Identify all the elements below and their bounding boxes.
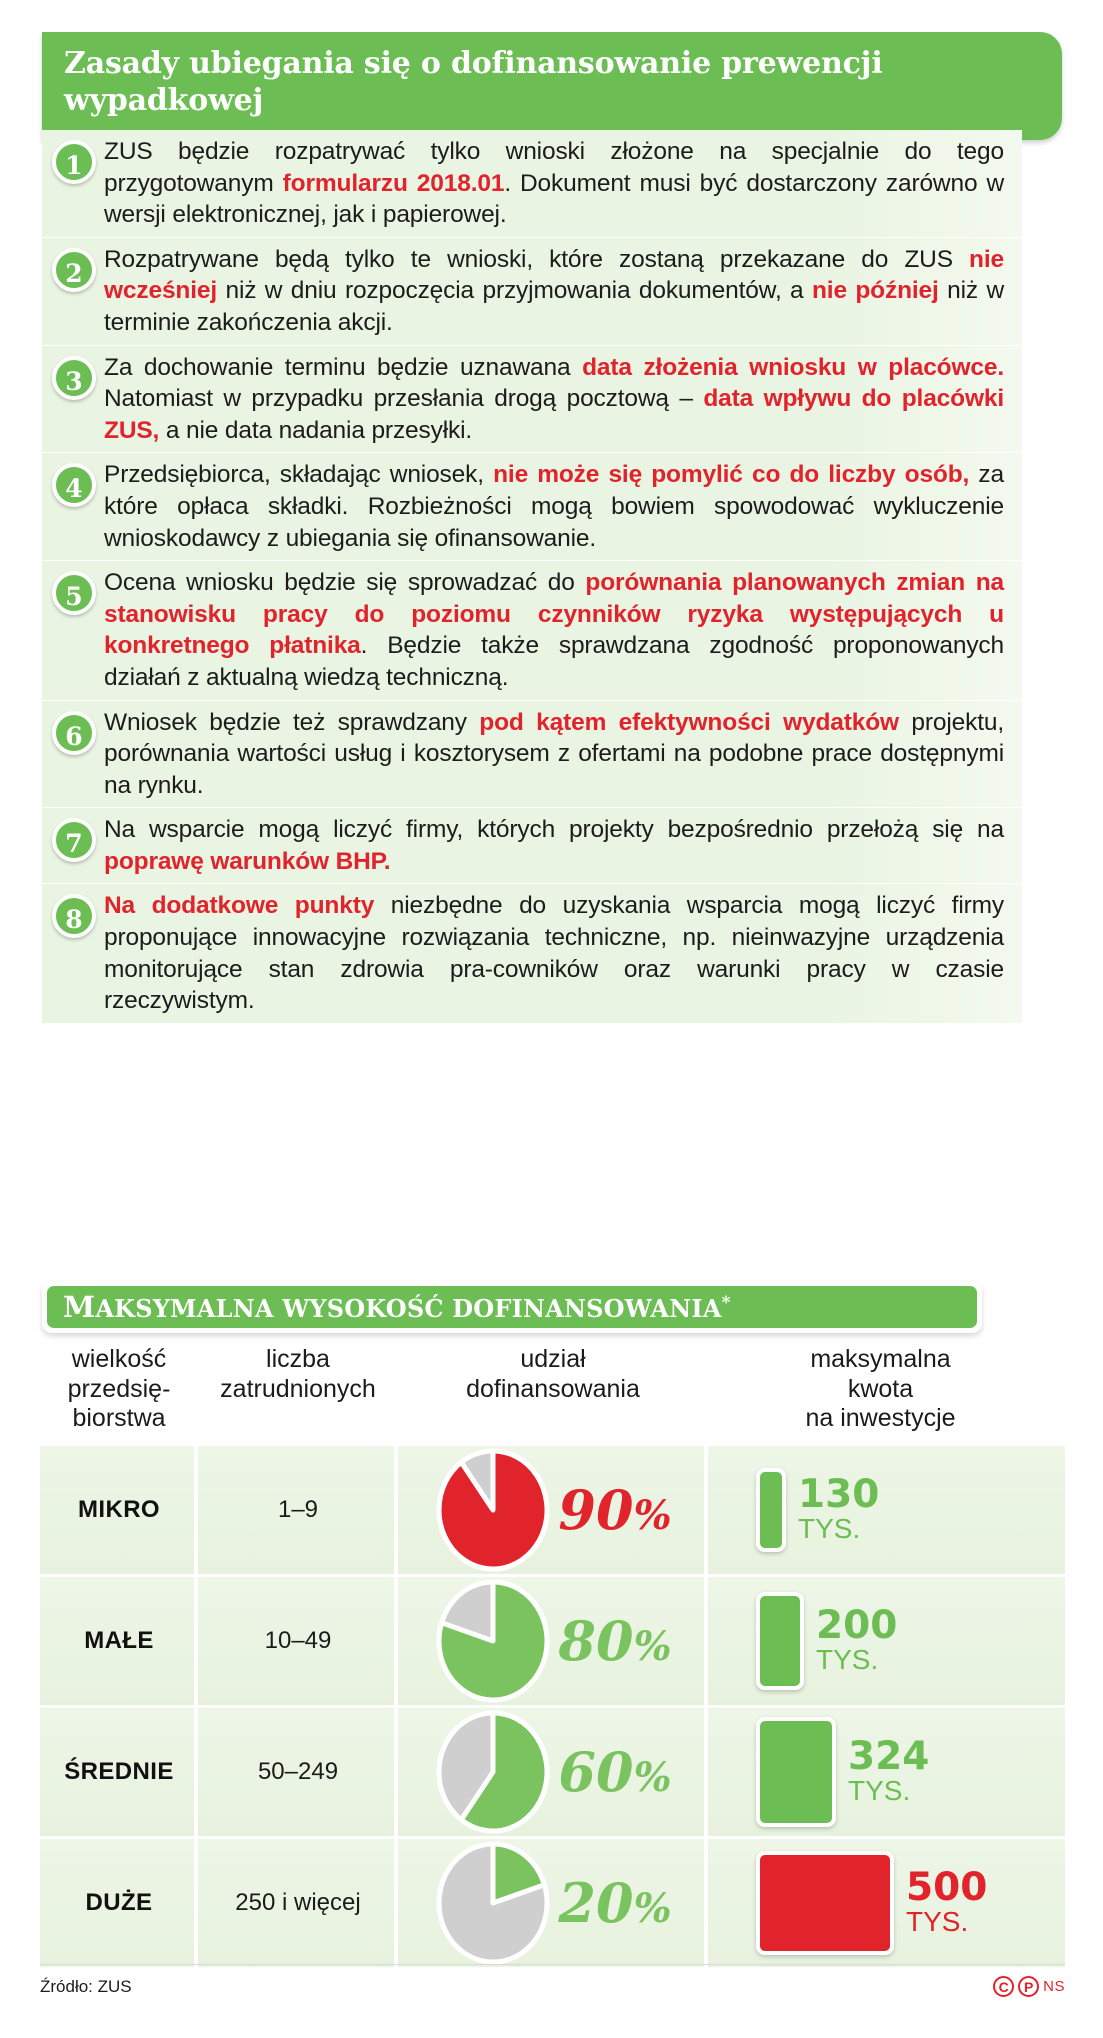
amount-value: 500 bbox=[906, 1865, 988, 1911]
funding-table bbox=[40, 1345, 1065, 1970]
share-percent-value: 80 bbox=[558, 1608, 634, 1673]
table-row bbox=[40, 1577, 1065, 1708]
employees-label: 1–9 bbox=[277, 1495, 319, 1523]
section-banner-title bbox=[63, 1290, 731, 1324]
rule-number-badge: 6 bbox=[52, 711, 96, 755]
rule-number-badge: 8 bbox=[52, 894, 96, 938]
cell-size bbox=[40, 1839, 198, 1967]
percent-sign: % bbox=[633, 1884, 672, 1932]
amount-unit: TYS. bbox=[798, 1512, 861, 1544]
copyright-icon: C bbox=[993, 1976, 1014, 1997]
employees-label: 250 i więcej bbox=[235, 1888, 361, 1916]
share-percent-text bbox=[558, 1739, 672, 1804]
share-percent-value: 20 bbox=[558, 1870, 634, 1935]
share-percent-value: 60 bbox=[558, 1739, 634, 1804]
amount-unit: TYS. bbox=[906, 1905, 969, 1937]
cell-size bbox=[40, 1708, 198, 1836]
share-percent-value: 90 bbox=[558, 1477, 634, 1542]
column-header-employees: liczba zatrudnionych bbox=[220, 1345, 376, 1403]
amount-bar bbox=[756, 1717, 836, 1827]
column-header-size: wielkość przedsię- biorstwa bbox=[67, 1345, 171, 1432]
source-label: Źródło: ZUS bbox=[40, 1976, 132, 1996]
amount-value: 200 bbox=[816, 1603, 898, 1649]
size-label: DUŻE bbox=[85, 1888, 153, 1916]
rule-text: Wniosek będzie też sprawdzany pod kątem efektywności wydatków projektu, porównania wartości usług i kosztorysem z ofertami na podobne prace dostępnymi na rynku. bbox=[104, 708, 1004, 799]
amount-text-block bbox=[798, 1472, 880, 1544]
percent-sign: % bbox=[633, 1753, 672, 1801]
table-body bbox=[40, 1446, 1065, 1970]
amount-value: 324 bbox=[848, 1734, 930, 1780]
rule-item bbox=[42, 130, 1022, 237]
amount-bar bbox=[756, 1851, 894, 1955]
rule-text: ZUS będzie rozpatrywać tylko wnioski złożone na specjalnie do tego przygotowanym formularzu 2018.01. Dokument musi być dostarczony zarówno w wersji elektronicznej, jak i papierowej. bbox=[104, 138, 1005, 229]
share-pie-slice bbox=[439, 1451, 547, 1569]
cell-employees bbox=[198, 1446, 398, 1574]
table-row bbox=[40, 1708, 1065, 1839]
rule-item bbox=[42, 700, 1022, 808]
cell-employees bbox=[198, 1708, 398, 1836]
phonogram-icon: P bbox=[1018, 1976, 1039, 1997]
rule-item bbox=[42, 560, 1022, 699]
rule-number-badge: 5 bbox=[52, 571, 96, 615]
rule-number-badge: 2 bbox=[52, 248, 96, 292]
share-pie-icon bbox=[434, 1577, 552, 1705]
table-row bbox=[40, 1839, 1065, 1970]
table-header-row bbox=[40, 1345, 1065, 1446]
section-banner-rest: AKSYMALNA WYSOKOŚĆ DOFINANSOWANIA bbox=[95, 1294, 722, 1323]
size-label: MAŁE bbox=[84, 1626, 154, 1654]
copyright-block bbox=[993, 1976, 1065, 1997]
rule-text: Rozpatrywane będą tylko te wnioski, które zostaną przekazane do ZUS nie wcześniej niż w dniu rozpoczęcia przyjmowania dokumentów, a nie później niż w terminie zakończenia akcji. bbox=[104, 245, 1004, 336]
cell-share bbox=[398, 1708, 708, 1836]
cell-employees bbox=[198, 1577, 398, 1705]
share-percent-text bbox=[558, 1477, 672, 1542]
section-banner-initial: M bbox=[63, 1290, 96, 1324]
cell-amount bbox=[708, 1577, 1053, 1705]
amount-text-block bbox=[906, 1865, 988, 1937]
amount-bar bbox=[756, 1468, 786, 1552]
column-header-amount: maksymalna kwota na inwestycje bbox=[805, 1345, 956, 1432]
employees-label: 50–249 bbox=[257, 1757, 339, 1785]
page-title: Zasady ubiegania się o dofinansowanie prewencji wypadkowej bbox=[64, 46, 883, 118]
percent-sign: % bbox=[633, 1622, 672, 1670]
rule-number-badge: 4 bbox=[52, 463, 96, 507]
cell-share bbox=[398, 1839, 708, 1967]
share-percent-text bbox=[558, 1870, 672, 1935]
share-pie-icon bbox=[434, 1708, 552, 1836]
section-banner bbox=[47, 1286, 977, 1328]
rule-item bbox=[42, 345, 1022, 453]
cell-share bbox=[398, 1577, 708, 1705]
table-row bbox=[40, 1446, 1065, 1577]
rule-item bbox=[42, 452, 1022, 560]
rule-number-badge: 1 bbox=[52, 140, 96, 184]
footer bbox=[40, 1976, 1065, 1997]
section-banner-asterisk: * bbox=[721, 1293, 731, 1313]
rule-number-badge: 7 bbox=[52, 818, 96, 862]
cell-amount bbox=[708, 1446, 1053, 1574]
header-banner-wrapper bbox=[42, 32, 1062, 140]
rule-item bbox=[42, 237, 1022, 345]
rules-list bbox=[42, 130, 1022, 1023]
share-pie-icon bbox=[434, 1446, 552, 1574]
footer-divider bbox=[40, 1964, 1065, 1965]
cell-size bbox=[40, 1577, 198, 1705]
cell-amount bbox=[708, 1839, 1053, 1967]
cell-size bbox=[40, 1446, 198, 1574]
rule-text: Na wsparcie mogą liczyć firmy, których projekty bezpośrednio przełożą się na poprawę warunków BHP. bbox=[104, 816, 1004, 875]
cell-share bbox=[398, 1446, 708, 1574]
rule-item bbox=[42, 883, 1022, 1022]
share-percent-text bbox=[558, 1608, 672, 1673]
agency-label: NS bbox=[1043, 1978, 1065, 1995]
header-banner bbox=[42, 32, 1062, 140]
amount-text-block bbox=[816, 1603, 898, 1675]
rule-text: Na dodatkowe punkty niezbędne do uzyskania wsparcia mogą liczyć firmy proponujące innowacyjne rozwiązania techniczne, np. nieinwazyjne urządzenia monitorujące stan zdrowia pra-cowników oraz warunki pracy w czasie rzeczywistym. bbox=[104, 892, 1004, 1015]
rule-number-badge: 3 bbox=[52, 356, 96, 400]
employees-label: 10–49 bbox=[264, 1626, 332, 1654]
cell-amount bbox=[708, 1708, 1053, 1836]
cell-employees bbox=[198, 1839, 398, 1967]
rule-text: Przedsiębiorca, składając wniosek, nie może się pomylić co do liczby osób, za które opłaca składki. Rozbieżności mogą bowiem spowodować wykluczenie wnioskodawcy z ubiegania się ofinansowanie. bbox=[104, 461, 1004, 552]
amount-value: 130 bbox=[798, 1472, 880, 1518]
size-label: ŚREDNIE bbox=[64, 1757, 174, 1785]
section-banner-wrapper bbox=[42, 1281, 982, 1333]
column-header-share: udział dofinansowania bbox=[466, 1345, 640, 1403]
amount-text-block bbox=[848, 1734, 930, 1806]
rule-text: Ocena wniosku będzie się sprowadzać do porównania planowanych zmian na stanowisku pracy do poziomu czynników ryzyka występujących u konkretnego płatnika. Będzie także sprawdzana zgodność proponowanych działań z aktualną wiedzą techniczną. bbox=[104, 569, 1005, 691]
rule-item bbox=[42, 807, 1022, 883]
percent-sign: % bbox=[633, 1491, 672, 1539]
amount-unit: TYS. bbox=[816, 1643, 879, 1675]
amount-unit: TYS. bbox=[848, 1774, 911, 1806]
rule-text: Za dochowanie terminu będzie uznawana data złożenia wniosku w placówce. Natomiast w przypadku przesłania drogą pocztową – data wpływu do placówki ZUS, a nie data nadania przesyłki. bbox=[104, 353, 1005, 444]
size-label: MIKRO bbox=[78, 1495, 160, 1523]
amount-bar bbox=[756, 1592, 804, 1690]
share-pie-icon bbox=[434, 1839, 552, 1967]
